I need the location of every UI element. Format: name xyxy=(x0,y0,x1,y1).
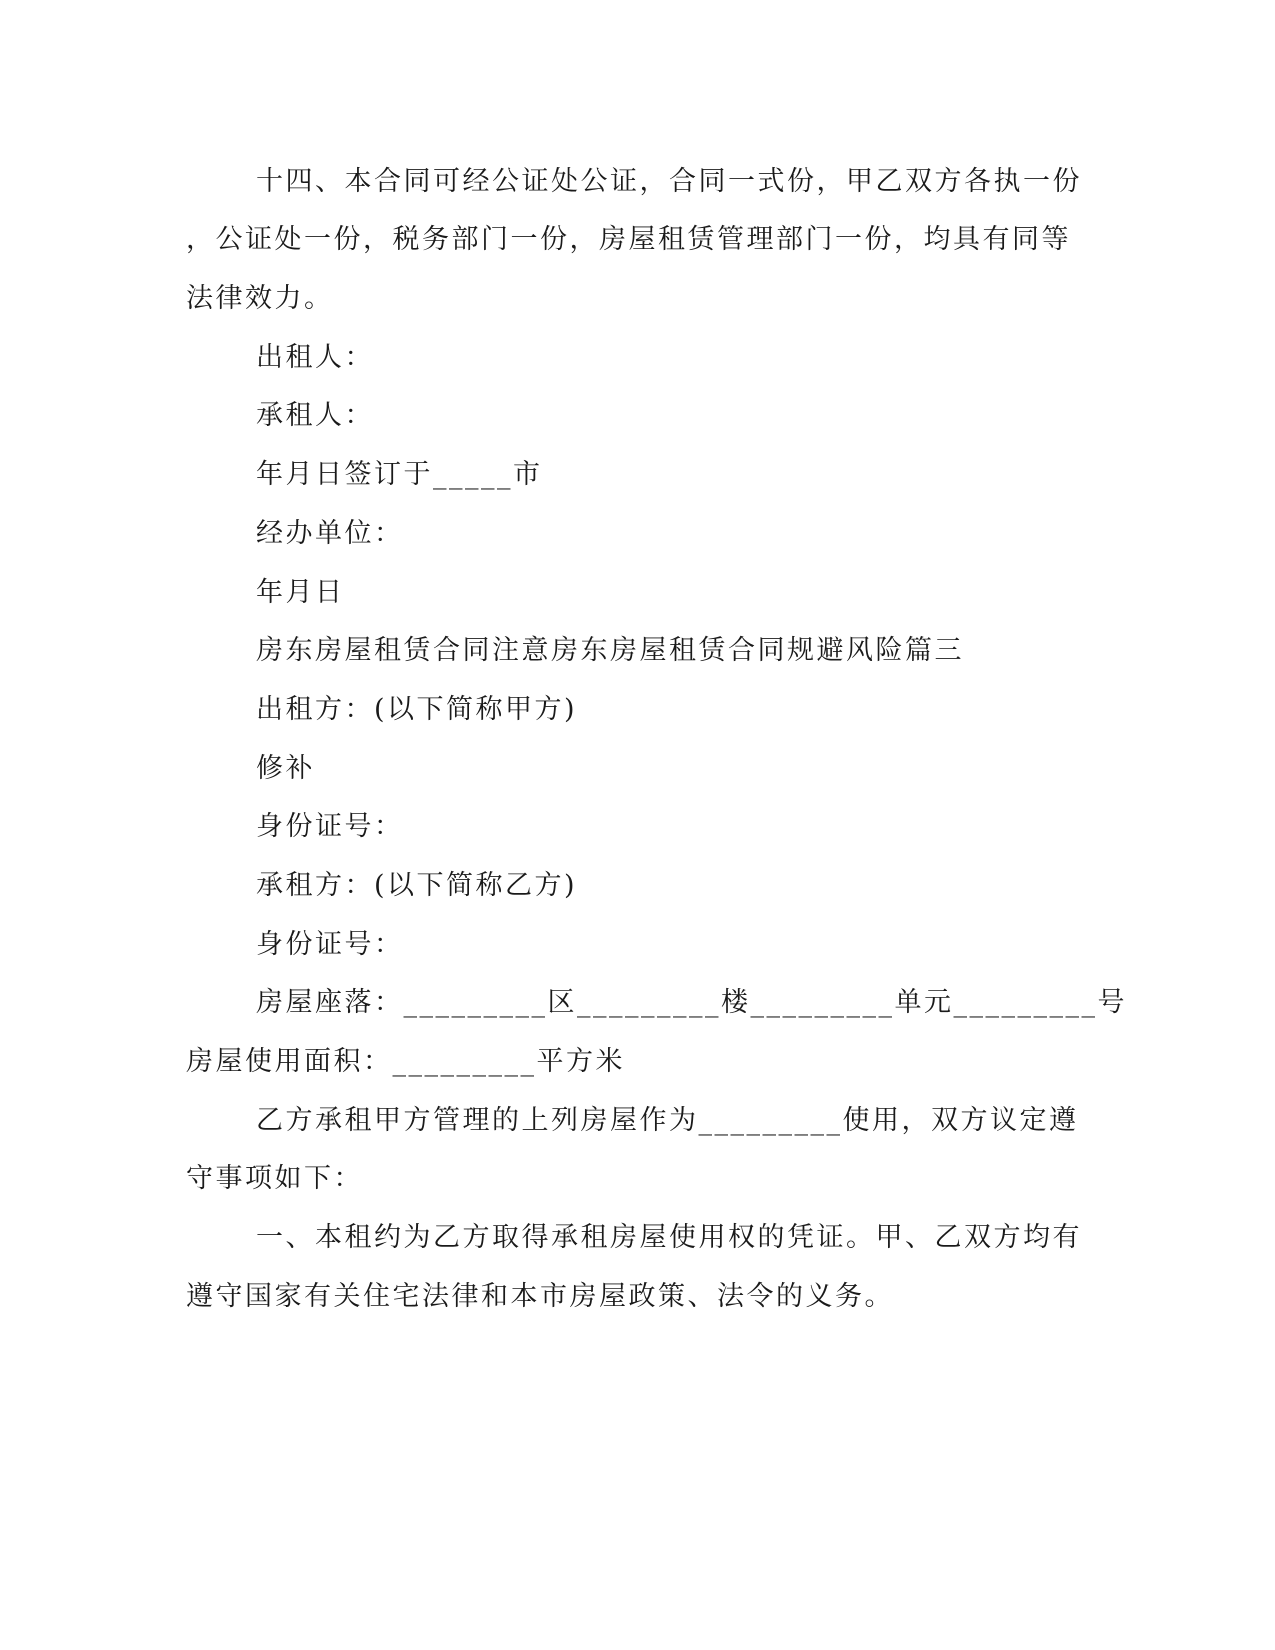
lessor-party-line: 出租方：(以下简称甲方) xyxy=(256,694,578,725)
section-title: 房东房屋租赁合同注意房东房屋租赁合同规避风险篇三 xyxy=(256,635,964,666)
clause-1-line-1: 一、本租约为乙方取得承租房屋使用权的凭证。甲、乙双方均有 xyxy=(256,1222,1082,1253)
lessor-id-line: 身份证号： xyxy=(256,811,404,842)
usage-clause-line-1: 乙方承租甲方管理的上列房屋作为_________使用，双方议定遵 xyxy=(256,1105,1079,1136)
repair-line: 修补 xyxy=(256,753,315,784)
date-line: 年月日 xyxy=(256,577,345,608)
usage-clause-line-2: 守事项如下： xyxy=(186,1163,363,1194)
property-location-line: 房屋座落：_________区_________楼_________单元_________号 xyxy=(256,987,1127,1018)
agency-line: 经办单位： xyxy=(256,518,404,549)
property-area-line: 房屋使用面积：_________平方米 xyxy=(186,1046,625,1077)
lessee-party-line: 承租方：(以下简称乙方) xyxy=(256,870,578,901)
lessee-signature-line: 承租人： xyxy=(256,400,374,431)
clause-14-line-1: 十四、本合同可经公证处公证，合同一式份，甲乙双方各执一份 xyxy=(256,166,1082,197)
signing-place-line: 年月日签订于_____市 xyxy=(256,459,543,490)
clause-1-line-2: 遵守国家有关住宅法律和本市房屋政策、法令的义务。 xyxy=(186,1281,894,1312)
lessee-id-line: 身份证号： xyxy=(256,929,404,960)
clause-14-line-3: 法律效力。 xyxy=(186,283,334,314)
lessor-signature-line: 出租人： xyxy=(256,342,374,373)
clause-14-line-2: ，公证处一份，税务部门一份，房屋租赁管理部门一份，均具有同等 xyxy=(186,224,1071,255)
